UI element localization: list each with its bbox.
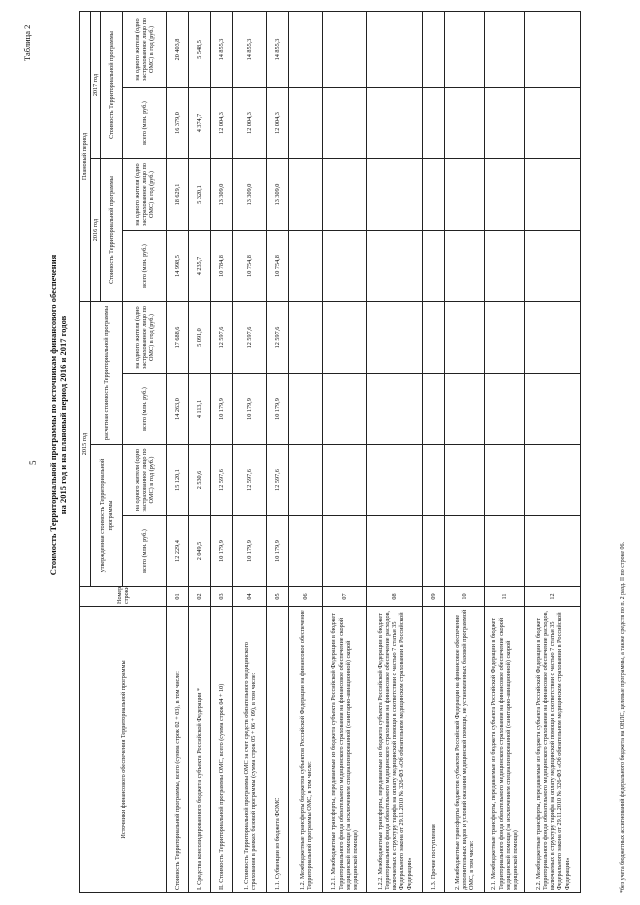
value-cell (485, 516, 525, 587)
value-cell: 12 597,6 (233, 445, 267, 516)
row-name: 1.3. Прочие поступления (423, 607, 445, 893)
value-cell: 4 113,1 (189, 374, 211, 445)
value-cell: 12 004,3 (267, 88, 289, 159)
value-cell (485, 159, 525, 231)
header-cost-2017: Стоимость Территориальной программы (101, 11, 123, 158)
value-cell (367, 159, 423, 231)
row-name: 1. Стоимость Территориальной программы ОМС за счет средств обязательного медицинского страхования в рамках базовой программы (сумма строк 05 + 06 + 09), в том числе: (233, 607, 267, 893)
row-code: 02 (189, 587, 211, 607)
row-name: 1.1. Субвенции из бюджета ФОМС (267, 607, 289, 893)
value-cell: 12 597,6 (267, 445, 289, 516)
value-cell (367, 374, 423, 445)
value-cell (323, 516, 367, 587)
value-cell (485, 231, 525, 302)
value-cell (423, 516, 445, 587)
value-cell: 14 855,3 (211, 11, 233, 87)
header-cost-2016: Стоимость Территориальной программы (101, 159, 123, 302)
value-cell (525, 88, 581, 159)
table-row (323, 11, 367, 892)
value-cell: 10 784,8 (211, 231, 233, 302)
value-cell (525, 374, 581, 445)
header-row-no: Номер строки (80, 587, 167, 607)
value-cell: 10 179,9 (211, 374, 233, 445)
value-cell (289, 11, 323, 87)
value-cell: 10 179,9 (233, 516, 267, 587)
row-name: 2.2. Межбюджетные трансферты, передаваемые из бюджета субъекта Российской Федерации в бюджет Территориального фонда обязательного медицинского страхования на финансовое обеспечение расходов, включаемых в структуру тарифа на оплату медицинской помощи в соответствии с частью 7 статьи 35 Федерального закона от 29.11.2010 № 326-ФЗ «Об обязательном медицинском страховании в Российской Федерации» (525, 607, 581, 893)
value-cell: 5 548,5 (189, 11, 211, 87)
value-cell: 18 629,1 (167, 159, 189, 231)
header-2016: 2016 год (91, 159, 101, 302)
value-cell (423, 159, 445, 231)
value-cell: 12 004,3 (233, 88, 267, 159)
value-cell: 2 049,5 (189, 516, 211, 587)
table-row (289, 11, 323, 892)
value-cell: 10 754,8 (267, 231, 289, 302)
value-cell (323, 11, 367, 87)
header-per-capita: на одного жителя (одно застрахованное лицо по ОМС) в год (руб.) (123, 302, 167, 374)
value-cell (323, 374, 367, 445)
document-title (48, 155, 68, 675)
page-number: 5 (28, 460, 38, 465)
value-cell: 14 263,0 (167, 374, 189, 445)
header-source: Источники финансового обеспечения Территориальной программы (80, 607, 167, 893)
header-total: всего (млн. руб.) (123, 88, 167, 159)
value-cell: 10 179,9 (233, 374, 267, 445)
header-per-capita: на одного жителя (одно застрахованное лицо по ОМС) в год (руб.) (123, 445, 167, 516)
value-cell (367, 302, 423, 374)
row-code: 08 (367, 587, 423, 607)
value-cell: 17 688,6 (167, 302, 189, 374)
value-cell (485, 374, 525, 445)
row-code: 12 (525, 587, 581, 607)
table-tag: Таблица 2 (22, 24, 32, 61)
value-cell (485, 445, 525, 516)
row-name: 2. Межбюджетные трансферты бюджетов субъектов Российской Федерации на финансовое обеспечение дополнительных видов и условий оказания медицинской помощи, не установленных базовой программой ОМС, в том числе: (445, 607, 485, 893)
value-cell: 12 597,6 (211, 302, 233, 374)
header-calculated: расчетная стоимость Территориальной программы (91, 302, 123, 445)
value-cell (323, 88, 367, 159)
header-total: всего (млн. руб.) (123, 516, 167, 587)
row-code: 06 (289, 587, 323, 607)
value-cell: 10 179,9 (211, 516, 233, 587)
header-per-capita: на одного жителя (одно застрахованное лицо по ОМС) в год (руб.) (123, 11, 167, 87)
value-cell (367, 231, 423, 302)
value-cell: 14 855,3 (233, 11, 267, 87)
value-cell (445, 231, 485, 302)
row-name: I. Средства консолидированного бюджета субъекта Российской Федерации * (189, 607, 211, 893)
cost-table (79, 11, 581, 893)
table-row (445, 11, 485, 892)
table-row (525, 11, 581, 892)
value-cell: 10 754,8 (233, 231, 267, 302)
value-cell (485, 302, 525, 374)
row-code: 01 (167, 587, 189, 607)
header-approved: утвержденная стоимость Территориальной программы (91, 445, 123, 587)
value-cell (485, 11, 525, 87)
table-row (423, 11, 445, 892)
header-total: всего (млн. руб.) (123, 374, 167, 445)
value-cell (423, 445, 445, 516)
header-per-capita: на одного жителя (одно застрахованное лицо по ОМС) в год (руб.) (123, 159, 167, 231)
value-cell: 10 179,9 (267, 374, 289, 445)
value-cell: 12 004,3 (211, 88, 233, 159)
row-name: 1.2.1. Межбюджетные трансферты, передаваемые из бюджета субъекта Российской Федерации в бюджет Территориального фонда обязательного медицинского страхования на финансовое обеспечение скорой медицинской помощи (за исключением специализированной (санитарно-авиационной) скорой медицинской помощи) (323, 607, 367, 893)
value-cell (445, 374, 485, 445)
value-cell (445, 445, 485, 516)
header-2015: 2015 год (80, 302, 91, 587)
value-cell (485, 88, 525, 159)
value-cell (289, 516, 323, 587)
row-name: Стоимость Территориальной программы, всего (сумма строк 02 + 03), в том числе: (167, 607, 189, 893)
value-cell (445, 159, 485, 231)
footnote: *без учета бюджетных ассигнований федерального бюджета на ОНЛС, целевые программы, а также средств по п. 2 разд. II по строке 06. (620, 541, 626, 893)
table-row (189, 11, 211, 892)
value-cell (289, 159, 323, 231)
table-row (267, 11, 289, 892)
row-code: 10 (445, 587, 485, 607)
value-cell: 12 597,6 (267, 302, 289, 374)
row-code: 03 (211, 587, 233, 607)
header-total: всего (млн. руб.) (123, 231, 167, 302)
row-code: 07 (323, 587, 367, 607)
value-cell (367, 11, 423, 87)
value-cell (525, 159, 581, 231)
value-cell (423, 88, 445, 159)
table-row (233, 11, 267, 892)
header-2017: 2017 год (91, 11, 101, 158)
row-code: 04 (233, 587, 267, 607)
value-cell (323, 231, 367, 302)
value-cell (323, 445, 367, 516)
row-code: 09 (423, 587, 445, 607)
value-cell (423, 11, 445, 87)
title-line-2: на 2015 год и на плановый период 2016 и 2017 годов (58, 315, 68, 515)
value-cell (289, 302, 323, 374)
value-cell: 4 235,7 (189, 231, 211, 302)
value-cell (445, 88, 485, 159)
value-cell: 10 179,9 (267, 516, 289, 587)
row-name: 1.2.2. Межбюджетные трансферты, передаваемые из бюджета субъекта Российской Федерации в бюджет Территориального фонда обязательного медицинского страхования на финансовое обеспечение расходов, включаемых в структуру тарифа на оплату медицинской помощи в соответствии с частью 7 статьи 35 Федерального закона от 29.11.2010 № 326-ФЗ «Об обязательном медицинском страховании в Российской Федерации» (367, 607, 423, 893)
value-cell: 15 120,1 (167, 445, 189, 516)
value-cell (445, 11, 485, 87)
value-cell: 5 320,1 (189, 159, 211, 231)
value-cell (525, 445, 581, 516)
value-cell (367, 88, 423, 159)
value-cell (289, 445, 323, 516)
value-cell (525, 231, 581, 302)
value-cell (423, 231, 445, 302)
value-cell: 13 309,0 (233, 159, 267, 231)
value-cell: 5 091,0 (189, 302, 211, 374)
value-cell (445, 302, 485, 374)
row-name: 1.2. Межбюджетные трансферты бюджетов субъектов Российской Федерации на финансовое обеспечение Территориальной программы ОМС, в том числе: (289, 607, 323, 893)
value-cell: 14 998,5 (167, 231, 189, 302)
value-cell (323, 159, 367, 231)
value-cell (367, 516, 423, 587)
value-cell: 14 855,3 (267, 11, 289, 87)
value-cell: 13 309,0 (267, 159, 289, 231)
row-code: 05 (267, 587, 289, 607)
value-cell: 13 309,0 (211, 159, 233, 231)
value-cell (423, 374, 445, 445)
value-cell (289, 231, 323, 302)
row-code: 11 (485, 587, 525, 607)
table-row (167, 11, 189, 892)
value-cell (525, 302, 581, 374)
value-cell: 2 530,6 (189, 445, 211, 516)
value-cell (367, 445, 423, 516)
value-cell (323, 302, 367, 374)
table-row (211, 11, 233, 892)
value-cell: 12 229,4 (167, 516, 189, 587)
value-cell: 4 374,7 (189, 88, 211, 159)
value-cell: 12 597,6 (233, 302, 267, 374)
table-row (367, 11, 423, 892)
value-cell (423, 302, 445, 374)
value-cell (289, 374, 323, 445)
row-name: II. Стоимость Территориальной программы ОМС, всего (сумма строк 04 + 10) (211, 607, 233, 893)
value-cell (525, 11, 581, 87)
value-cell (445, 516, 485, 587)
value-cell (289, 88, 323, 159)
value-cell: 20 403,8 (167, 11, 189, 87)
row-name: 2.1. Межбюджетные трансферты, передаваемые из бюджета субъекта Российской Федерации в бюджет Территориального фонда обязательного медицинского страхования на финансовое обеспечение скорой медицинской помощи (за исключением специализированной (санитарно-авиационной) скорой медицинской помощи) (485, 607, 525, 893)
header-planned: Плановый период (80, 11, 91, 301)
value-cell: 12 597,6 (211, 445, 233, 516)
title-line-1: Стоимость Территориальной программы по источникам финансового обеспечения (48, 254, 58, 576)
value-cell: 16 379,0 (167, 88, 189, 159)
table-row (485, 11, 525, 892)
value-cell (525, 516, 581, 587)
